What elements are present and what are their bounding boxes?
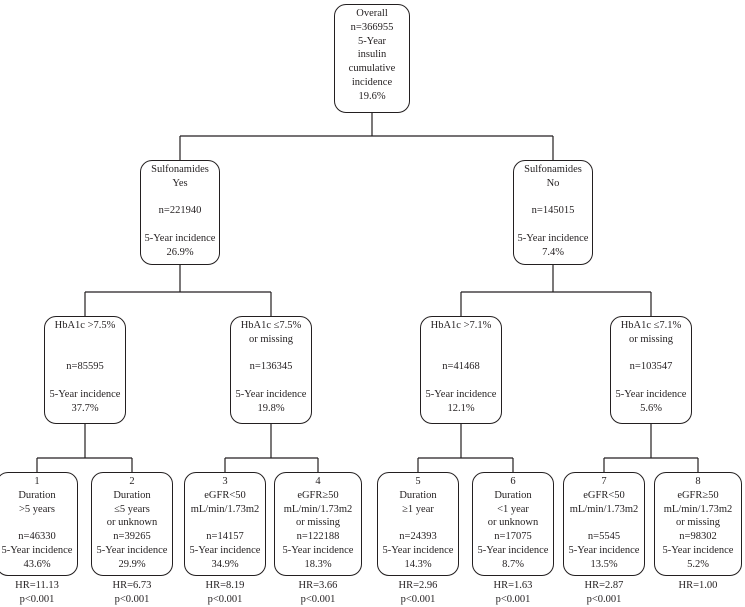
leaf-incidence-label: 5-Year incidence [477, 544, 549, 556]
node-incidence-label: 5-Year incidence [615, 388, 687, 400]
leaf-criterion: Duration [113, 489, 151, 501]
leaf-incidence: 18.3% [304, 558, 332, 570]
leaf-number: 6 [510, 476, 516, 487]
hazard-ratio: HR=3.66 [298, 580, 338, 591]
leaf-criterion: eGFR<50 [583, 489, 625, 501]
node-label-value: No [546, 177, 560, 189]
leaf-2-stats [92, 579, 172, 607]
leaf-criterion-value: >5 years [19, 503, 55, 515]
hazard-ratio: HR=1.00 [678, 580, 718, 591]
leaf-criterion-value: mL/min/1.73m2 [190, 503, 260, 515]
p-value: p<0.001 [207, 594, 243, 605]
leaf-incidence: 14.3% [404, 558, 432, 570]
root-incidence: 19.6% [358, 90, 386, 102]
edge-hba1c75-low-to-leaves [225, 424, 318, 472]
node-incidence: 5.6% [640, 402, 662, 414]
node-incidence: 7.4% [542, 246, 564, 258]
hazard-ratio: HR=2.96 [398, 580, 438, 591]
leaf-count: n=5545 [587, 531, 621, 543]
node-sulfonamides-no [513, 160, 593, 265]
hazard-ratio: HR=6.73 [112, 580, 152, 591]
leaf-node-1 [0, 472, 78, 576]
node-incidence: 12.1% [447, 402, 475, 414]
node-count: n=85595 [66, 361, 104, 373]
node-label-extra [45, 333, 125, 347]
edge-hba1c71-low-to-leaves [604, 424, 698, 472]
root-label-line3: 5-Year [357, 35, 387, 47]
leaf-incidence-label: 5-Year incidence [189, 544, 261, 556]
node-count: n=145015 [531, 205, 575, 217]
node-incidence: 26.9% [166, 246, 194, 258]
root-title: Overall [356, 8, 388, 19]
leaf-criterion: eGFR<50 [204, 489, 246, 501]
node-count: n=103547 [629, 361, 673, 373]
leaf-incidence: 8.7% [502, 558, 524, 570]
hazard-ratio: HR=8.19 [205, 580, 245, 591]
node-label: HbA1c >7.1% [430, 320, 492, 331]
leaf-incidence-label: 5-Year incidence [282, 544, 354, 556]
node-label-extra [421, 333, 501, 347]
edge-root-to-level1 [180, 113, 553, 160]
leaf-incidence: 29.9% [118, 558, 146, 570]
node-hba1c-le-7-1 [610, 316, 692, 424]
root-label-line4: insulin [357, 49, 387, 61]
root-label-line5: cumulative [348, 63, 396, 75]
p-value: p<0.001 [19, 594, 55, 605]
leaf-criterion: Duration [494, 489, 532, 501]
p-value: p<0.001 [586, 594, 622, 605]
leaf-incidence-label: 5-Year incidence [1, 544, 73, 556]
leaf-count: n=46330 [18, 531, 56, 543]
leaf-incidence-label: 5-Year incidence [382, 544, 454, 556]
node-label: HbA1c ≤7.5% [240, 320, 302, 331]
leaf-incidence: 34.9% [211, 558, 239, 570]
leaf-node-5 [377, 472, 459, 576]
leaf-number: 5 [415, 476, 421, 487]
node-incidence-label: 5-Year incidence [425, 388, 497, 400]
leaf-count: n=98302 [679, 531, 717, 543]
node-incidence: 37.7% [71, 402, 99, 414]
leaf-number: 2 [129, 476, 135, 487]
leaf-criterion-value: mL/min/1.73m2 [663, 503, 733, 515]
node-incidence-label: 5-Year incidence [517, 232, 589, 244]
leaf-criterion-value: mL/min/1.73m2 [283, 503, 353, 515]
root-node [334, 4, 410, 113]
node-count: n=136345 [249, 361, 293, 373]
node-count: n=41468 [442, 361, 480, 373]
leaf-count: n=39265 [113, 531, 151, 543]
leaf-7-stats [564, 579, 644, 607]
leaf-node-3 [184, 472, 266, 576]
leaf-incidence-label: 5-Year incidence [96, 544, 168, 556]
leaf-4-stats [278, 579, 358, 607]
node-label-extra: or missing [248, 333, 294, 345]
p-value: p<0.001 [400, 594, 436, 605]
node-incidence-label: 5-Year incidence [49, 388, 121, 400]
leaf-criterion-value: <1 year [497, 503, 529, 515]
node-label: Sulfonamides [151, 164, 209, 175]
node-incidence-label: 5-Year incidence [144, 232, 216, 244]
leaf-node-2 [91, 472, 173, 576]
hazard-ratio: HR=11.13 [15, 580, 59, 591]
leaf-5-stats [378, 579, 458, 607]
leaf-criterion-extra: or unknown [106, 517, 158, 529]
edge-hba1c71-high-to-leaves [418, 424, 513, 472]
leaf-node-7 [563, 472, 645, 576]
edge-hba1c75-high-to-leaves [37, 424, 132, 472]
leaf-count: n=122188 [296, 531, 340, 543]
leaf-number: 1 [34, 476, 40, 487]
p-value: p<0.001 [495, 594, 531, 605]
leaf-node-8 [654, 472, 742, 576]
leaf-1-stats [0, 579, 77, 607]
node-sulfonamides-yes [140, 160, 220, 265]
edge-yes-to-level2 [85, 265, 271, 316]
leaf-count: n=14157 [206, 531, 244, 543]
p-value: p<0.001 [114, 594, 150, 605]
leaf-criterion: eGFR≥50 [677, 489, 719, 501]
leaf-incidence-label: 5-Year incidence [662, 544, 734, 556]
leaf-incidence: 43.6% [23, 558, 51, 570]
leaf-3-stats [185, 579, 265, 607]
node-hba1c-gt-7-1 [420, 316, 502, 424]
leaf-criterion-value: ≤5 years [114, 503, 150, 515]
leaf-number: 7 [601, 476, 607, 487]
hazard-ratio: HR=1.63 [493, 580, 533, 591]
node-hba1c-gt-7-5 [44, 316, 126, 424]
leaf-number: 4 [315, 476, 321, 487]
node-label: HbA1c ≤7.1% [620, 320, 682, 331]
node-incidence: 19.8% [257, 402, 285, 414]
leaf-8-stats [658, 579, 738, 593]
leaf-criterion: eGFR≥50 [297, 489, 339, 501]
leaf-incidence: 5.2% [687, 558, 709, 570]
leaf-count: n=17075 [494, 531, 532, 543]
leaf-criterion: Duration [18, 489, 56, 501]
node-label-extra: or missing [628, 333, 674, 345]
leaf-incidence: 13.5% [590, 558, 618, 570]
node-hba1c-le-7-5 [230, 316, 312, 424]
leaf-6-stats [473, 579, 553, 607]
leaf-criterion-extra: or missing [675, 517, 721, 529]
p-value: p<0.001 [300, 594, 336, 605]
hazard-ratio: HR=2.87 [584, 580, 624, 591]
leaf-criterion-extra: or unknown [487, 517, 539, 529]
node-label: Sulfonamides [524, 164, 582, 175]
leaf-number: 3 [222, 476, 228, 487]
node-label: HbA1c >7.5% [54, 320, 116, 331]
leaf-criterion-value: mL/min/1.73m2 [569, 503, 639, 515]
leaf-node-4 [274, 472, 362, 576]
leaf-node-6 [472, 472, 554, 576]
leaf-number: 8 [695, 476, 701, 487]
root-label-line6: incidence [351, 76, 393, 88]
node-incidence-label: 5-Year incidence [235, 388, 307, 400]
edge-no-to-level2 [461, 265, 651, 316]
node-label-value: Yes [172, 177, 188, 189]
leaf-count: n=24393 [399, 531, 437, 543]
leaf-criterion-value: ≥1 year [402, 503, 434, 515]
leaf-incidence-label: 5-Year incidence [568, 544, 640, 556]
leaf-criterion: Duration [399, 489, 437, 501]
root-count: n=366955 [350, 21, 394, 33]
node-count: n=221940 [158, 205, 202, 217]
leaf-criterion-extra: or missing [295, 517, 341, 529]
